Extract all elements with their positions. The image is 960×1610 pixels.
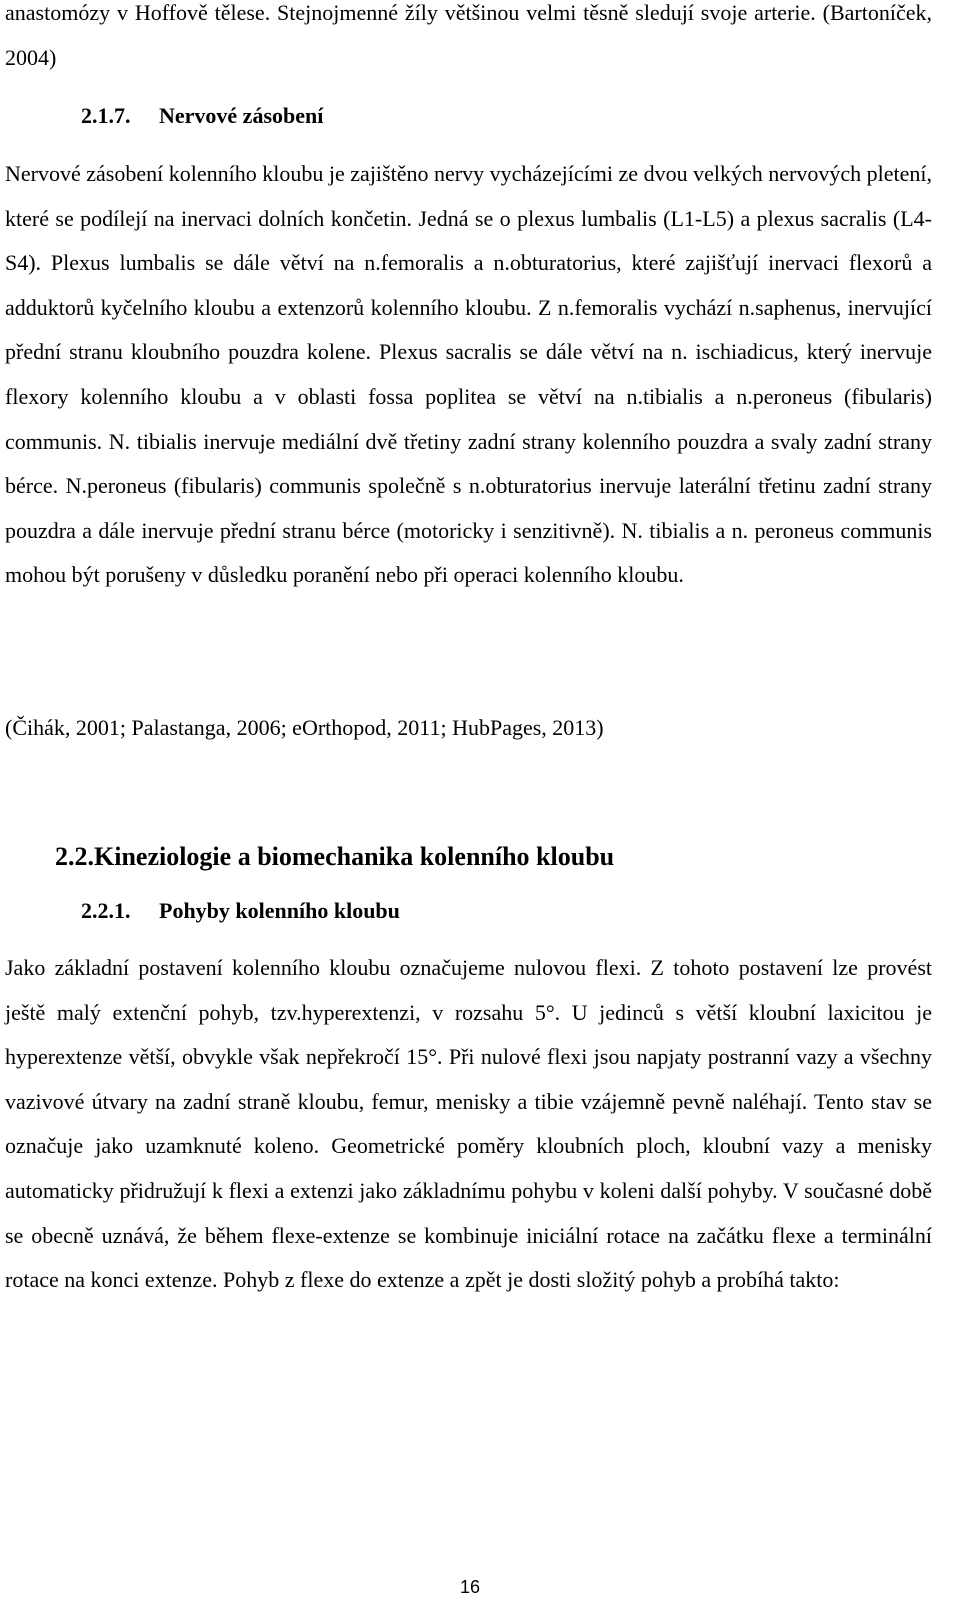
heading-nervove-zasobeni: [81, 101, 323, 131]
heading-number: 2.2.1.: [81, 898, 131, 923]
heading-title: Nervové zásobení: [159, 103, 324, 128]
heading-kineziologie: [55, 840, 614, 874]
heading-number: 2.1.7.: [81, 103, 131, 128]
heading-pohyby-kolenniho-kloubu: [81, 896, 400, 926]
page-number: 16: [459, 1577, 481, 1597]
heading-title: Pohyby kolenního kloubu: [159, 898, 400, 923]
paragraph-pohyby: Jako základní postavení kolenního kloubu označujeme nulovou flexi. Z tohoto postavení lze provést ještě malý extenční pohyb, tzv.hyperextenzi, v rozsahu 5°. U jedinců s větší kloubní laxicitou je hyperextenze větší, obvykle však nepřekročí 15°. Při nulové flexi jsou napjaty postranní vazy a všechny vazivové útvary na zadní straně kloubu, femur, menisky a tibie vzájemně pevně naléhají. Tento stav se označuje jako uzamknuté koleno. Geometrické poměry kloubních ploch, kloubní vazy a menisky automaticky přidružují k flexi a extenzi jako základnímu pohybu v koleni další pohyby. V současné době se obecně uznává, že během flexe-extenze se kombinuje iniciální rotace na začátku flexe a terminální rotace na konci extenze. Pohyb z flexe do extenze a zpět je dosti složitý pohyb a probíhá takto:: [5, 955, 932, 1293]
heading-number: 2.2.: [55, 842, 94, 871]
citation-references: (Čihák, 2001; Palastanga, 2006; eOrthopod, 2011; HubPages, 2013): [5, 715, 604, 740]
heading-title: Kineziologie a biomechanika kolenního kloubu: [94, 842, 615, 871]
paragraph-nervove-zasobeni: Nervové zásobení kolenního kloubu je zajištěno nervy vycházejícími ze dvou velkých nervových pletení, které se podílejí na inervaci dolních končetin. Jedná se o plexus lumbalis (L1-L5) a plexus sacralis (L4-S4). Plexus lumbalis se dále větví na n.femoralis a n.obturatorius, které zajišťují inervaci flexorů a adduktorů kyčelního kloubu a extenzorů kolenního kloubu. Z n.femoralis vychází n.saphenus, inervující přední stranu kloubního pouzdra kolene. Plexus sacralis se dále větví na n. ischiadicus, který inervuje flexory kolenního kloubu a v oblasti fossa poplitea se větví na n.tibialis a n.peroneus (fibularis) communis. N. tibialis inervuje mediální dvě třetiny zadní strany kolenního pouzdra a svaly zadní strany bérce. N.peroneus (fibularis) communis společně s n.obturatorius inervuje laterální třetinu zadní strany pouzdra a dále inervuje přední stranu bérce (motoricky i senzitivně). N. tibialis a n. peroneus communis mohou být porušeny v důsledku poranění nebo při operaci kolenního kloubu.: [5, 161, 932, 588]
paragraph-arterie-fragment: anastomózy v Hoffově tělese. Stejnojmenné žíly většinou velmi těsně sledují svoje arterie. (Bartoníček, 2004): [5, 0, 932, 70]
